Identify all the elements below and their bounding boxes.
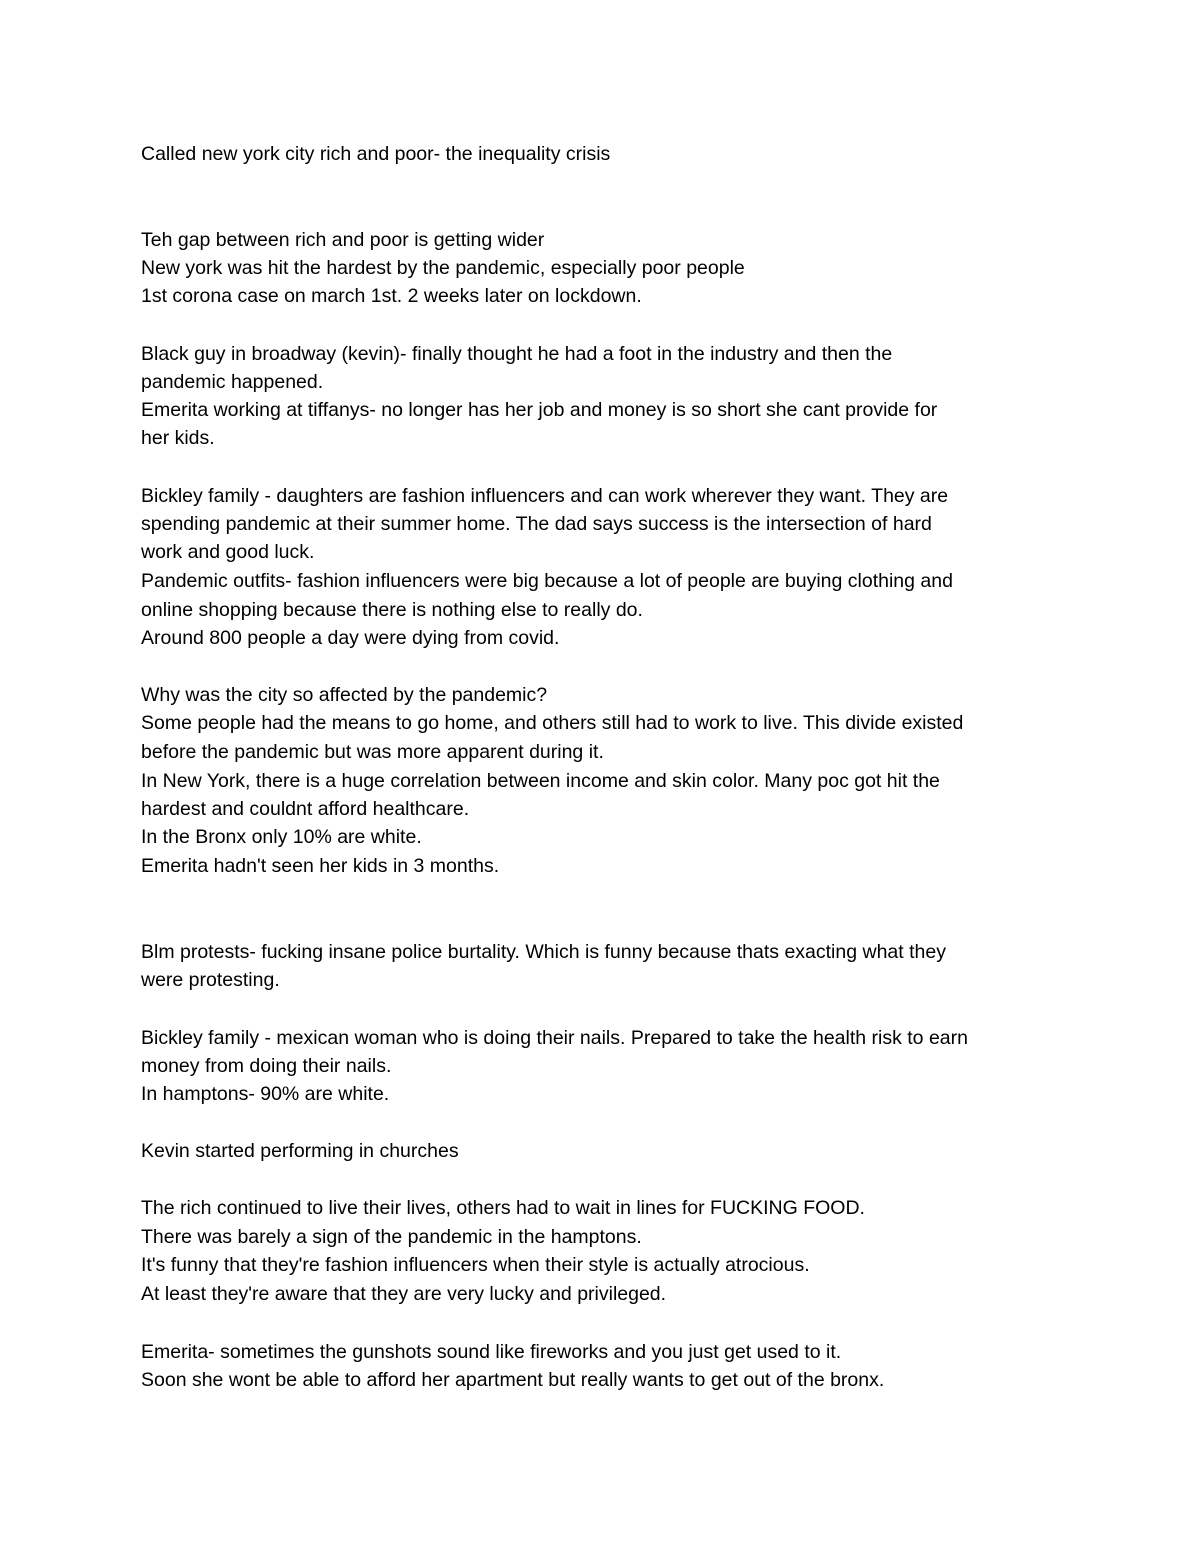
text-line: pandemic happened. — [141, 371, 324, 393]
text-line: work and good luck. — [141, 541, 315, 563]
text-line: In hamptons- 90% are white. — [141, 1083, 390, 1105]
text-line: hardest and couldnt afford healthcare. — [141, 798, 470, 820]
text-line: Emerita working at tiffanys- no longer has her job and money is so short she cant provide for — [141, 399, 938, 421]
text-line: It's funny that they're fashion influencers when their style is actually atrocious. — [141, 1254, 810, 1276]
text-line: Soon she wont be able to afford her apartment but really wants to get out of the bronx. — [141, 1369, 885, 1391]
text-line: her kids. — [141, 427, 215, 449]
text-line: spending pandemic at their summer home. The dad says success is the intersection of hard — [141, 513, 932, 535]
text-line: money from doing their nails. — [141, 1055, 392, 1077]
text-line: were protesting. — [141, 969, 280, 991]
text-line: Why was the city so affected by the pandemic? — [141, 684, 548, 706]
text-line: In New York, there is a huge correlation between income and skin color. Many poc got hit the — [141, 770, 940, 792]
text-line: Teh gap between rich and poor is getting wider — [141, 229, 545, 251]
text-line: Black guy in broadway (kevin)- finally thought he had a foot in the industry and then the — [141, 343, 893, 365]
text-line: Around 800 people a day were dying from covid. — [141, 627, 560, 649]
text-line: online shopping because there is nothing else to really do. — [141, 599, 643, 621]
text-line: before the pandemic but was more apparent during it. — [141, 741, 604, 763]
text-line: The rich continued to live their lives, others had to wait in lines for FUCKING FOOD. — [141, 1197, 865, 1219]
text-line: Bickley family - mexican woman who is doing their nails. Prepared to take the health risk to earn — [141, 1027, 968, 1049]
text-line: Bickley family - daughters are fashion influencers and can work wherever they want. They are — [141, 485, 949, 507]
text-line: Emerita hadn't seen her kids in 3 months. — [141, 855, 500, 877]
text-line: New york was hit the hardest by the pandemic, especially poor people — [141, 257, 745, 279]
text-line: Kevin started performing in churches — [141, 1140, 459, 1162]
text-line: Blm protests- fucking insane police burtality. Which is funny because thats exacting what they — [141, 941, 946, 963]
text-line: Pandemic outfits- fashion influencers were big because a lot of people are buying clothing and — [141, 570, 953, 592]
text-line: At least they're aware that they are very lucky and privileged. — [141, 1283, 667, 1305]
text-line: 1st corona case on march 1st. 2 weeks later on lockdown. — [141, 285, 642, 307]
text-line: In the Bronx only 10% are white. — [141, 826, 422, 848]
text-line: There was barely a sign of the pandemic in the hamptons. — [141, 1226, 642, 1248]
document-title: Called new york city rich and poor- the inequality crisis — [141, 143, 611, 165]
text-line: Emerita- sometimes the gunshots sound like fireworks and you just get used to it. — [141, 1341, 842, 1363]
text-line: Some people had the means to go home, and others still had to work to live. This divide existed — [141, 712, 964, 734]
